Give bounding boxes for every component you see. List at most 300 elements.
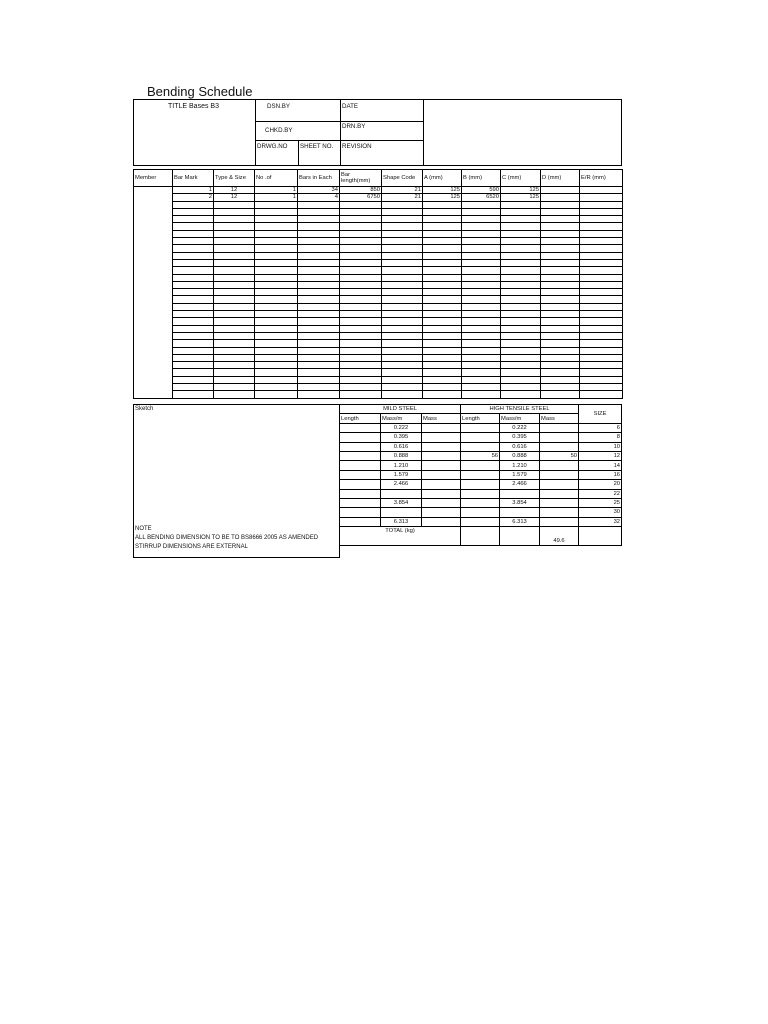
mass-cell <box>422 480 461 489</box>
mass-cell <box>461 461 500 470</box>
table-cell <box>382 340 423 347</box>
mass-cell <box>381 508 422 517</box>
table-cell <box>580 230 623 237</box>
mass-cell <box>381 489 422 498</box>
table-cell <box>462 362 501 369</box>
table-cell <box>541 311 580 318</box>
table-cell <box>340 267 382 274</box>
table-cell <box>423 311 462 318</box>
mass-cell: 50 <box>540 451 579 460</box>
table-cell <box>423 252 462 259</box>
table-cell <box>340 274 382 281</box>
table-cell <box>501 318 541 325</box>
table-cell <box>580 259 623 266</box>
table-cell <box>580 311 623 318</box>
table-cell <box>134 187 173 194</box>
table-cell <box>462 303 501 310</box>
table-cell <box>501 267 541 274</box>
mass-row <box>340 451 622 460</box>
table-cell <box>580 238 623 245</box>
table-row <box>134 332 623 339</box>
column-header: B (mm) <box>462 170 501 187</box>
table-cell <box>173 347 214 354</box>
table-cell <box>214 303 255 310</box>
mass-cell: 14 <box>579 461 622 470</box>
mass-row <box>340 433 622 442</box>
table-cell <box>214 259 255 266</box>
table-cell <box>134 296 173 303</box>
table-cell <box>214 223 255 230</box>
table-cell <box>382 347 423 354</box>
table-row <box>134 369 623 376</box>
table-cell <box>214 252 255 259</box>
table-cell <box>541 289 580 296</box>
table-cell <box>214 318 255 325</box>
mass-cell <box>422 433 461 442</box>
table-row <box>134 318 623 325</box>
ms-length-heading: Length <box>340 414 381 423</box>
table-cell <box>173 252 214 259</box>
table-cell <box>541 318 580 325</box>
table-cell <box>580 281 623 288</box>
table-cell <box>173 354 214 361</box>
table-cell <box>173 223 214 230</box>
table-cell <box>173 332 214 339</box>
table-cell: 125 <box>423 194 462 201</box>
table-cell <box>255 296 298 303</box>
table-cell <box>423 267 462 274</box>
mass-cell <box>340 423 381 432</box>
table-cell <box>501 384 541 391</box>
mass-cell <box>461 470 500 479</box>
table-cell <box>382 259 423 266</box>
table-cell <box>501 208 541 215</box>
mass-cell: 16 <box>579 470 622 479</box>
table-cell <box>580 245 623 252</box>
table-cell <box>541 281 580 288</box>
table-cell <box>462 223 501 230</box>
table-cell <box>134 376 173 383</box>
table-cell <box>462 340 501 347</box>
mass-cell: 56 <box>461 451 500 460</box>
table-cell <box>382 369 423 376</box>
table-cell <box>580 376 623 383</box>
table-cell <box>501 369 541 376</box>
table-cell <box>214 311 255 318</box>
table-cell <box>462 245 501 252</box>
table-cell <box>501 311 541 318</box>
table-cell <box>541 391 580 398</box>
table-cell <box>541 201 580 208</box>
table-cell <box>462 318 501 325</box>
table-cell <box>298 311 340 318</box>
table-cell <box>214 208 255 215</box>
table-cell <box>214 267 255 274</box>
mass-cell <box>540 498 579 507</box>
table-cell <box>173 311 214 318</box>
table-cell <box>423 208 462 215</box>
table-cell <box>541 223 580 230</box>
table-cell <box>501 223 541 230</box>
table-cell <box>423 230 462 237</box>
table-cell <box>382 208 423 215</box>
table-cell <box>462 391 501 398</box>
table-cell <box>382 354 423 361</box>
table-cell <box>255 311 298 318</box>
table-cell <box>340 252 382 259</box>
table-cell <box>255 252 298 259</box>
table-row <box>134 245 623 252</box>
table-cell <box>298 303 340 310</box>
table-cell <box>423 259 462 266</box>
table-cell <box>580 274 623 281</box>
table-cell <box>541 252 580 259</box>
table-cell <box>541 369 580 376</box>
table-cell: 125 <box>423 187 462 194</box>
table-cell <box>173 274 214 281</box>
mass-cell <box>422 470 461 479</box>
mass-cell: 0.888 <box>381 451 422 460</box>
table-cell <box>340 238 382 245</box>
mass-cell <box>461 498 500 507</box>
table-cell <box>580 347 623 354</box>
table-cell <box>340 303 382 310</box>
header-block <box>133 99 622 166</box>
mass-cell <box>500 489 540 498</box>
table-cell <box>580 318 623 325</box>
table-cell <box>501 340 541 347</box>
mass-cell: 0.616 <box>500 442 540 451</box>
table-cell <box>255 384 298 391</box>
table-cell <box>462 311 501 318</box>
mass-cell: 12 <box>579 451 622 460</box>
table-cell <box>255 318 298 325</box>
table-cell <box>214 340 255 347</box>
mass-cell: 1.210 <box>500 461 540 470</box>
table-cell <box>462 238 501 245</box>
table-cell <box>298 267 340 274</box>
table-cell <box>134 267 173 274</box>
lower-section <box>133 404 620 556</box>
table-cell <box>501 376 541 383</box>
table-cell <box>382 376 423 383</box>
table-cell <box>462 201 501 208</box>
table-row <box>134 296 623 303</box>
table-cell: 125 <box>501 194 541 201</box>
mass-row <box>340 498 622 507</box>
mass-cell <box>340 508 381 517</box>
total-row <box>340 527 622 546</box>
column-header: No .of <box>255 170 298 187</box>
table-cell: 21 <box>382 194 423 201</box>
table-cell <box>255 216 298 223</box>
table-cell <box>134 274 173 281</box>
table-cell <box>382 325 423 332</box>
table-cell <box>501 259 541 266</box>
table-cell <box>340 296 382 303</box>
table-cell <box>340 208 382 215</box>
table-cell <box>134 216 173 223</box>
table-row <box>134 384 623 391</box>
table-cell <box>255 376 298 383</box>
total-cell <box>461 527 500 546</box>
mass-cell: 6.313 <box>381 517 422 526</box>
header-title: TITLE Bases B3 <box>168 103 219 110</box>
mass-cell: 2.466 <box>500 480 540 489</box>
mass-cell <box>500 508 540 517</box>
table-cell <box>255 259 298 266</box>
table-cell <box>580 362 623 369</box>
table-cell <box>382 318 423 325</box>
mass-cell <box>422 489 461 498</box>
table-cell <box>298 289 340 296</box>
total-cell <box>579 527 622 546</box>
mass-cell <box>422 451 461 460</box>
note-line-2: STIRRUP DIMENSIONS ARE EXTERNAL <box>135 544 248 550</box>
mass-cell <box>340 442 381 451</box>
table-cell <box>255 281 298 288</box>
table-cell <box>462 384 501 391</box>
mass-cell <box>340 451 381 460</box>
total-label: TOTAL (kg) <box>340 527 461 546</box>
mass-cell <box>540 489 579 498</box>
table-row <box>134 238 623 245</box>
table-cell <box>541 230 580 237</box>
table-row <box>134 267 623 274</box>
table-cell <box>255 223 298 230</box>
column-header: Member <box>134 170 173 187</box>
table-cell <box>541 384 580 391</box>
table-cell <box>134 252 173 259</box>
table-row <box>134 354 623 361</box>
table-cell <box>173 259 214 266</box>
table-row <box>134 391 623 398</box>
table-cell <box>580 354 623 361</box>
mass-cell <box>461 480 500 489</box>
ms-mass-heading: Mass <box>422 414 461 423</box>
table-cell <box>340 311 382 318</box>
table-cell <box>298 208 340 215</box>
table-cell <box>255 289 298 296</box>
table-cell <box>134 391 173 398</box>
table-cell <box>382 289 423 296</box>
table-cell <box>541 340 580 347</box>
table-cell <box>541 332 580 339</box>
mass-cell <box>540 442 579 451</box>
table-cell <box>580 223 623 230</box>
mass-cell <box>340 470 381 479</box>
mass-row <box>340 480 622 489</box>
table-cell <box>580 296 623 303</box>
table-cell <box>255 354 298 361</box>
note-label: NOTE <box>135 526 152 532</box>
table-cell <box>173 391 214 398</box>
mass-cell <box>461 489 500 498</box>
table-cell <box>501 325 541 332</box>
table-row <box>134 194 623 201</box>
mass-cell <box>540 461 579 470</box>
column-header: A (mm) <box>423 170 462 187</box>
table-row <box>134 223 623 230</box>
table-row <box>134 325 623 332</box>
table-cell <box>134 281 173 288</box>
mass-cell: 1.579 <box>500 470 540 479</box>
sketch-area <box>133 404 340 558</box>
mass-cell <box>422 508 461 517</box>
mass-cell <box>340 433 381 442</box>
table-cell <box>134 311 173 318</box>
table-cell <box>340 259 382 266</box>
mass-cell <box>340 498 381 507</box>
table-cell <box>298 391 340 398</box>
table-cell <box>340 289 382 296</box>
table-cell <box>214 362 255 369</box>
mass-cell: 0.395 <box>381 433 422 442</box>
table-row <box>134 230 623 237</box>
table-cell <box>134 347 173 354</box>
table-row <box>134 187 623 194</box>
table-cell <box>340 340 382 347</box>
table-cell <box>501 354 541 361</box>
mass-cell: 1.210 <box>381 461 422 470</box>
column-header: C (mm) <box>501 170 541 187</box>
table-cell <box>214 274 255 281</box>
mass-cell: 0.888 <box>500 451 540 460</box>
table-cell <box>340 216 382 223</box>
table-cell <box>580 369 623 376</box>
table-cell <box>501 252 541 259</box>
table-cell <box>173 340 214 347</box>
table-row <box>134 376 623 383</box>
mass-cell: 10 <box>579 442 622 451</box>
table-cell <box>580 201 623 208</box>
table-cell <box>580 187 623 194</box>
table-cell <box>214 201 255 208</box>
table-cell <box>462 216 501 223</box>
table-cell <box>340 376 382 383</box>
table-cell <box>501 391 541 398</box>
table-cell <box>462 267 501 274</box>
table-cell <box>298 201 340 208</box>
table-cell <box>173 208 214 215</box>
mass-cell: 32 <box>579 517 622 526</box>
table-cell <box>298 318 340 325</box>
table-cell <box>173 230 214 237</box>
table-cell <box>255 362 298 369</box>
mass-row <box>340 508 622 517</box>
table-cell: 6520 <box>462 194 501 201</box>
table-cell <box>134 369 173 376</box>
table-cell <box>501 274 541 281</box>
table-cell <box>173 362 214 369</box>
mass-cell <box>340 461 381 470</box>
table-cell <box>340 369 382 376</box>
table-cell <box>382 311 423 318</box>
table-cell <box>382 216 423 223</box>
table-cell <box>173 281 214 288</box>
table-cell <box>340 245 382 252</box>
table-cell <box>173 201 214 208</box>
table-cell <box>541 208 580 215</box>
table-cell <box>214 391 255 398</box>
mild-steel-heading: MILD STEEL <box>340 405 461 414</box>
table-cell <box>298 216 340 223</box>
table-cell <box>580 340 623 347</box>
table-cell <box>255 267 298 274</box>
mass-cell: 6.313 <box>500 517 540 526</box>
table-cell <box>298 238 340 245</box>
table-cell <box>340 332 382 339</box>
drwg-no-label: DRWG.NO <box>257 143 288 150</box>
table-cell <box>541 325 580 332</box>
mass-cell: 0.395 <box>500 433 540 442</box>
table-cell <box>298 369 340 376</box>
table-cell <box>382 230 423 237</box>
table-cell <box>462 230 501 237</box>
table-cell <box>423 332 462 339</box>
table-cell <box>255 332 298 339</box>
table-row <box>134 201 623 208</box>
column-header: Type & Size <box>214 170 255 187</box>
drn-by-label: DRN.BY <box>342 123 366 130</box>
table-cell <box>382 391 423 398</box>
table-cell <box>423 376 462 383</box>
mass-cell: 20 <box>579 480 622 489</box>
table-cell <box>423 274 462 281</box>
table-cell <box>382 245 423 252</box>
table-cell <box>501 289 541 296</box>
table-cell <box>298 325 340 332</box>
table-cell <box>134 223 173 230</box>
date-label: DATE <box>342 103 359 110</box>
table-cell <box>214 369 255 376</box>
total-value: 49.6 <box>540 527 579 546</box>
table-cell <box>340 362 382 369</box>
table-cell <box>382 274 423 281</box>
table-cell <box>173 216 214 223</box>
table-cell <box>134 238 173 245</box>
mass-cell <box>540 423 579 432</box>
table-cell <box>298 347 340 354</box>
size-heading: SIZE <box>579 405 622 424</box>
revision-label: REVISION <box>342 143 372 150</box>
table-cell <box>214 289 255 296</box>
table-cell <box>255 208 298 215</box>
table-cell <box>501 201 541 208</box>
mass-cell <box>461 508 500 517</box>
table-cell <box>298 340 340 347</box>
table-cell <box>173 369 214 376</box>
table-cell <box>134 201 173 208</box>
column-header: Bar length(mm) <box>340 170 382 187</box>
table-cell <box>580 391 623 398</box>
mass-row <box>340 489 622 498</box>
table-cell <box>340 281 382 288</box>
mass-cell <box>461 442 500 451</box>
table-cell <box>462 296 501 303</box>
table-cell <box>382 238 423 245</box>
table-cell <box>580 208 623 215</box>
table-cell <box>173 376 214 383</box>
table-cell <box>134 318 173 325</box>
table-row <box>134 208 623 215</box>
table-cell <box>382 362 423 369</box>
table-cell <box>423 347 462 354</box>
table-cell <box>501 281 541 288</box>
mass-row <box>340 442 622 451</box>
mass-cell: 0.616 <box>381 442 422 451</box>
table-cell <box>423 325 462 332</box>
